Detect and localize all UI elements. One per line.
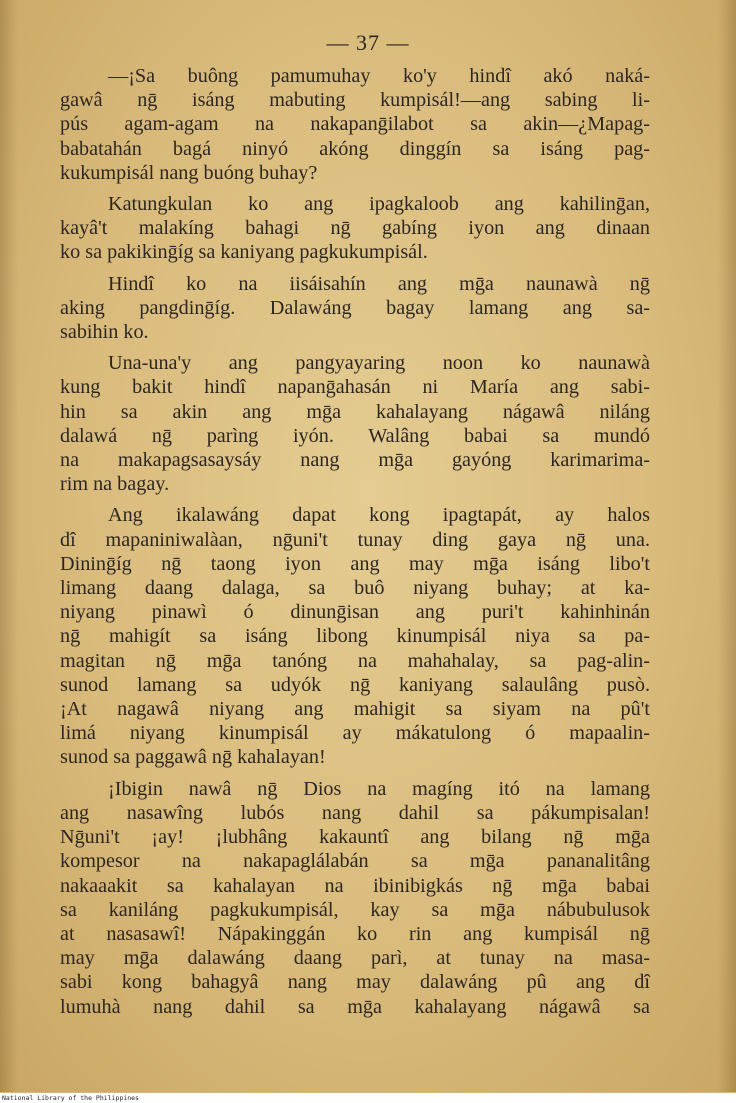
text-line: babatahán bagá ninyó akóng dinggín sa isáng pag- <box>60 137 650 160</box>
text-line: limang daang dalaga, sa buô niyang buhay; at ka- <box>60 577 650 600</box>
page-number: — 37 — <box>326 30 410 55</box>
text-line: sa kaniláng pagkukumpisál, kay sa mḡa nábubulusok <box>60 898 650 921</box>
body-text <box>60 64 650 1026</box>
text-line: at nasasawî! Nápakinggán ko rin ang kumpisál nḡ <box>60 922 650 945</box>
text-line: Una-una'y ang pangyayaring noon ko naunawà <box>108 352 650 375</box>
paragraph <box>60 503 650 769</box>
text-line: kukumpisál nang buóng buhay? <box>60 161 318 184</box>
text-line: nḡ mahigít sa isáng libong kinumpisál niya sa pa- <box>60 625 650 648</box>
paragraph <box>60 272 650 345</box>
text-line: Dininḡíg nḡ taong iyon ang may mḡa isáng libo't <box>60 552 650 575</box>
text-line: aking pangdinḡíg. Dalawáng bagay lamang ang sa- <box>60 296 650 319</box>
text-line: limá niyang kinumpisál ay mákatulong ó mapaalin- <box>60 722 650 745</box>
paragraph <box>60 777 650 1019</box>
text-line: ko sa pakikinḡíg sa kaniyang pagkukumpisál. <box>60 241 428 264</box>
text-line: ¡Ibigin nawâ nḡ Dios na magíng itó na lamang <box>108 777 650 800</box>
paragraph <box>60 351 650 496</box>
text-line: may mḡa dalawáng daang parì, at tunay na masa- <box>60 947 650 970</box>
paragraph <box>60 192 650 265</box>
text-line: sabi kong bahagyâ nang may dalawáng pû ang dî <box>60 971 650 994</box>
page-edge-shadow-right <box>718 0 736 1092</box>
text-line: Hindî ko na iisáisahín ang mḡa naunawà nḡ <box>108 272 650 295</box>
text-line: hin sa akin ang mḡa kahalayang nágawâ niláng <box>60 400 650 423</box>
text-line: gawâ nḡ isáng mabuting kumpisál!—ang sabing li- <box>60 89 650 112</box>
text-line: sunod sa paggawâ nḡ kahalayan! <box>60 746 326 769</box>
text-line: kayâ't malakíng bahagi nḡ gabíng iyon ang dinaan <box>60 217 650 240</box>
text-line: pús agam-agam na nakapanḡilabot sa akin—¿Mapag- <box>60 113 650 136</box>
text-line: sunod lamang sa udyók nḡ kaniyang salaulâng pusò. <box>60 673 650 696</box>
text-line: Katungkulan ko ang ipagkaloob ang kahilinḡan, <box>108 193 650 216</box>
text-line: na makapagsasaysáy nang mḡa gayóng karimarima- <box>60 449 650 472</box>
text-line: sabihin ko. <box>60 321 149 344</box>
text-line: Nḡuni't ¡ay! ¡lubhâng kakauntî ang bilang nḡ mḡa <box>60 826 650 849</box>
paragraph <box>60 64 650 185</box>
text-line: magitan nḡ mḡa tanóng na mahahalay, sa pag-alin- <box>60 649 650 672</box>
text-line: dalawá nḡ parìng iyón. Walâng babai sa mundó <box>60 424 650 447</box>
text-line: dî mapaniniwalàan, nḡuni't tunay ding gaya nḡ una. <box>60 528 650 551</box>
text-line: lumuhà nang dahil sa mḡa kahalayang nágawâ sa <box>60 995 650 1018</box>
text-line: kung bakit hindî napanḡahasán ni María ang sabi- <box>60 376 650 399</box>
text-line: —¡Sa buông pamumuhay ko'y hindî akó naká- <box>108 65 650 87</box>
page-edge-shadow-left <box>0 0 18 1092</box>
text-line: rim na bagay. <box>60 473 170 496</box>
text-line: kompesor na nakapaglálabán sa mḡa pananalitâng <box>60 850 650 873</box>
text-line: ¡At nagawâ niyang ang mahigit sa siyam na pû't <box>60 698 650 721</box>
text-line: niyang pinawì ó dinunḡisan ang puri't kahinhinán <box>60 601 650 624</box>
text-line: Ang ikalawáng dapat kong ipagtapát, ay halos <box>108 504 650 527</box>
footer-credit: National Library of the Philippines <box>0 1093 736 1103</box>
text-line: nakaaakit sa kahalayan na ibinibigkás nḡ mḡa babai <box>60 874 650 897</box>
text-line: ang nasawîng lubós nang dahil sa pákumpisalan! <box>60 801 650 824</box>
